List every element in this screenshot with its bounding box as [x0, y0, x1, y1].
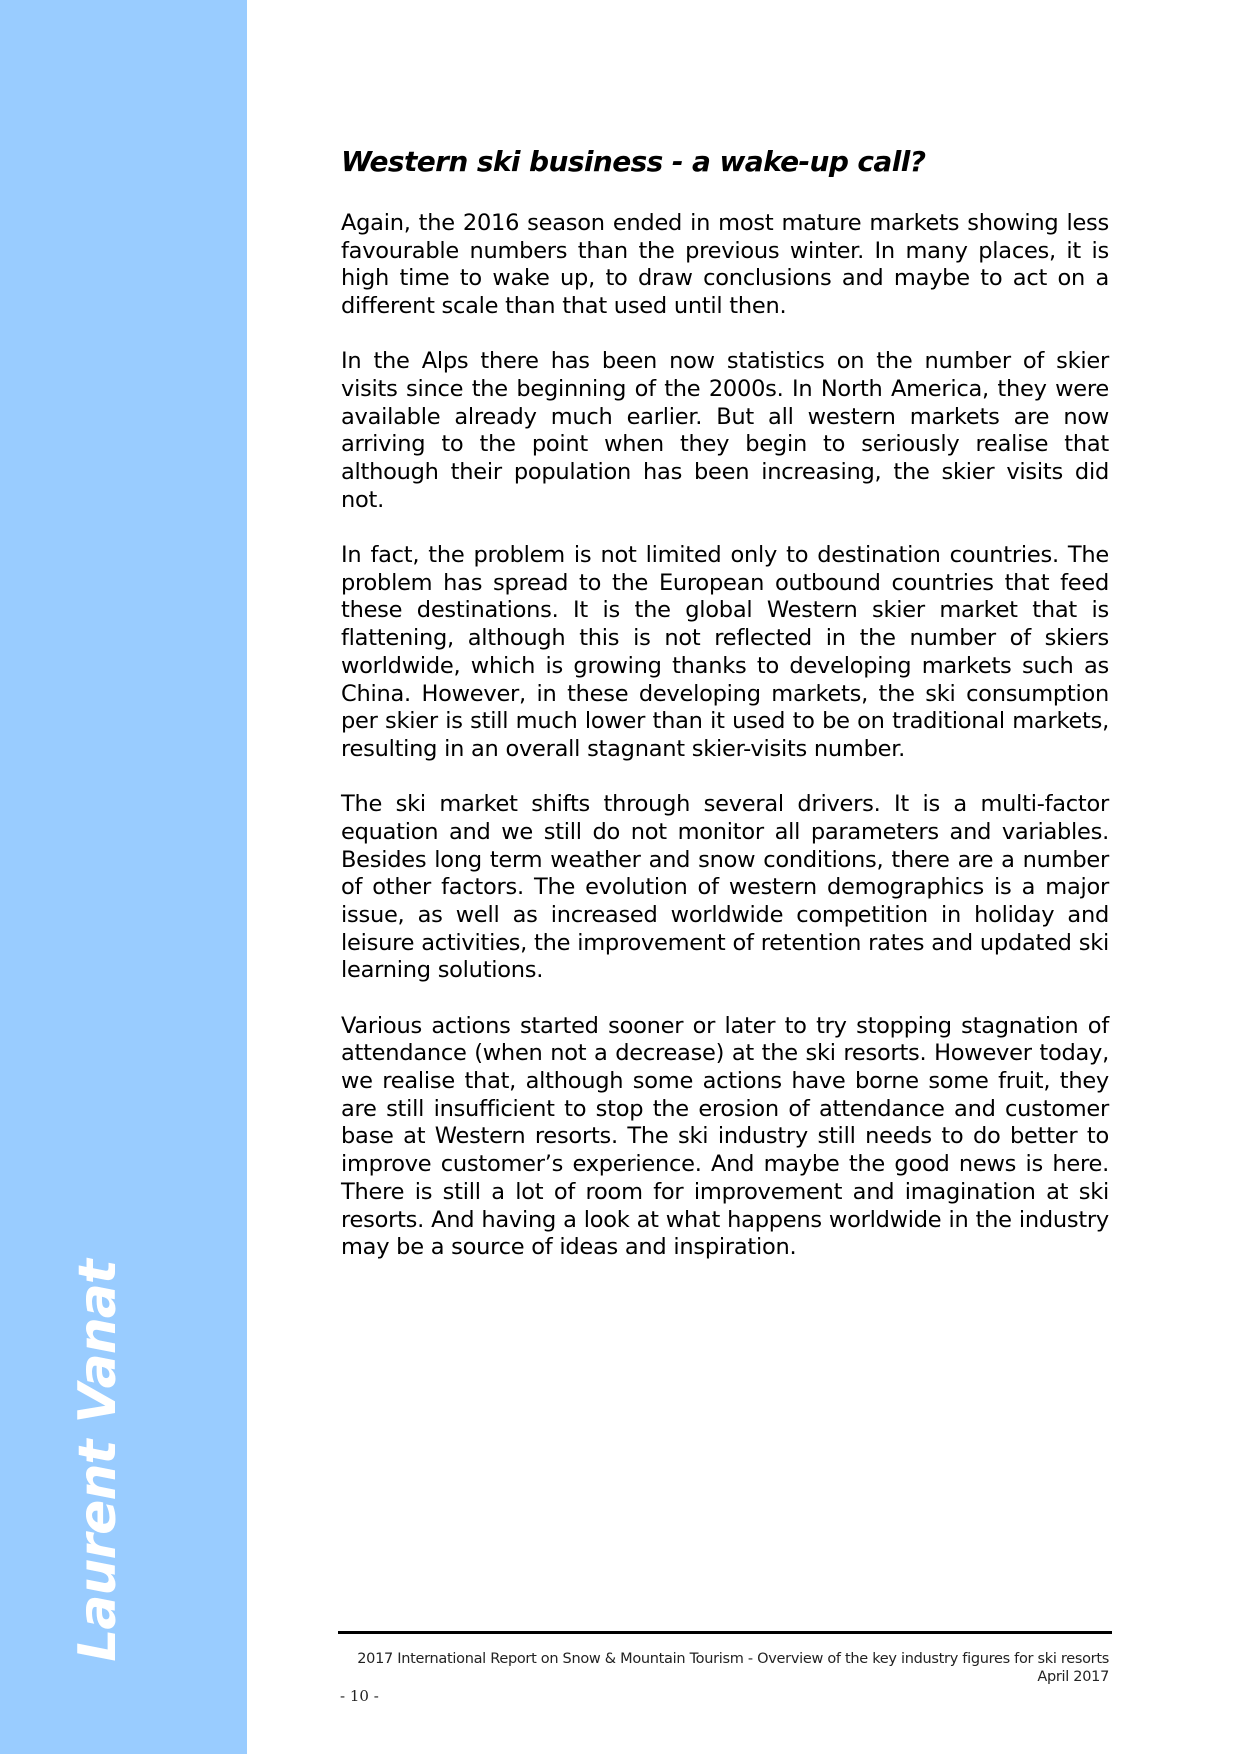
- page-number: - 10 -: [340, 1687, 379, 1705]
- sidebar: [0, 0, 247, 1754]
- article: [341, 142, 1109, 1289]
- footer-report-title: 2017 International Report on Snow & Mountain Tourism - Overview of the key industry figures for ski resorts: [357, 1651, 1109, 1667]
- paragraph: The ski market shifts through several drivers. It is a multi-factor equation and we still do not monitor all parameters and variables. Besides long term weather and snow conditions, there are a number of other factors. The evolution of western demographics is a major issue, as well as increased worldwide competition in holiday and leisure activities, the improvement of retention rates and updated ski learning solutions.: [341, 791, 1109, 984]
- footer-date: April 2017: [1037, 1669, 1109, 1685]
- footer-divider: [338, 1631, 1112, 1634]
- footer: [357, 1650, 1109, 1686]
- page-title: Western ski business - a wake-up call?: [341, 145, 926, 178]
- paragraph: In fact, the problem is not limited only to destination countries. The problem has spread to the European outbound countries that feed these destinations. It is the global Western skier market that is flattening, although this is not reflected in the number of skiers worldwide, which is growing thanks to developing markets such as China. However, in these developing markets, the ski consumption per skier is still much lower than it used to be on traditional markets, resulting in an overall stagnant skier-visits number.: [341, 542, 1109, 762]
- paragraph: In the Alps there has been now statistics on the number of skier visits since the beginning of the 2000s. In North America, they were available already much earlier. But all western markets are now arriving to the point when they begin to seriously realise that although their population has been increasing, the skier visits did not.: [341, 348, 1109, 513]
- paragraph: Various actions started sooner or later to try stopping stagnation of attendance (when not a decrease) at the ski resorts. However today, we realise that, although some actions have borne some fruit, they are still insufficient to stop the erosion of attendance and customer base at Western resorts. The ski industry still needs to do better to improve customer’s experience. And maybe the good news is here. There is still a lot of room for improvement and imagination at ski resorts. And having a look at what happens worldwide in the industry may be a source of ideas and inspiration.: [341, 1012, 1109, 1261]
- author-name: Laurent Vanat: [68, 1260, 128, 1662]
- paragraph: Again, the 2016 season ended in most mature markets showing less favourable numbers than the previous winter. In many places, it is high time to wake up, to draw conclusions and maybe to act on a different scale than that used until then.: [341, 210, 1109, 320]
